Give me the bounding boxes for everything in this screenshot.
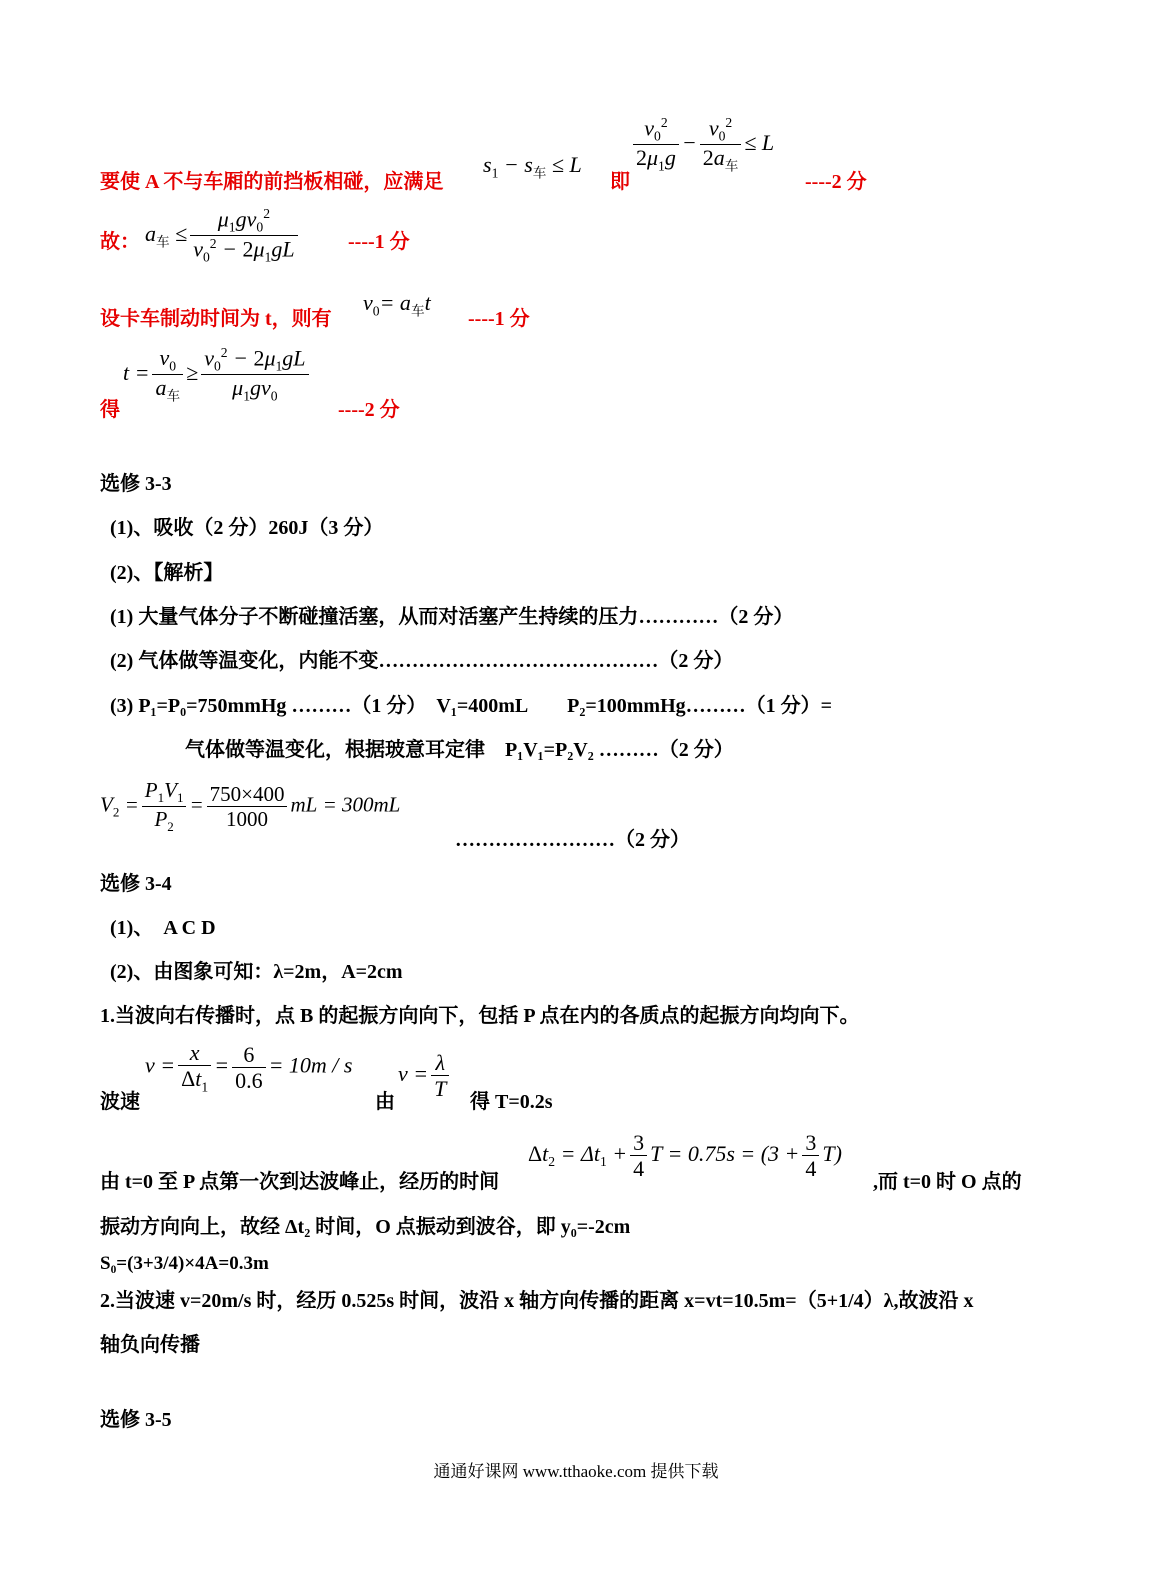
score-4: ----2 分 xyxy=(338,399,400,421)
equation-t: t = $\frac{v_0}{a_车}$ ≥ $\frac{v_0^2 - 2\mu_1gL}{\mu_1gv_0}$ xyxy=(123,345,312,404)
section-3-5-title: 选修 3-5 xyxy=(100,1409,172,1431)
equation-v2: $V_2$ = $\frac{P_1V_1}{P_2}$ = $\frac{750\times 400}{1000}$ mL = 300mL xyxy=(100,778,401,835)
s33-item-2a: (1) 大量气体分子不断碰撞活塞，从而对活塞产生持续的压力…………（2 分） xyxy=(110,606,794,628)
score-3: ----1 分 xyxy=(468,308,530,330)
s33-item-2: (2)、【解析】 xyxy=(110,562,224,584)
wave-speed-label: 波速 xyxy=(100,1091,140,1113)
s33-item-2b: (2) 气体做等温变化，内能不变……………………………………（2 分） xyxy=(110,650,734,672)
s34-t0-text: 由 t=0 至 P 点第一次到达波峰止，经历的时间 xyxy=(100,1171,500,1193)
de-text: 得 xyxy=(100,399,120,421)
equation-lambda: v = $\frac{\lambda}{T}$ xyxy=(398,1050,452,1102)
you-label: 由 xyxy=(375,1091,395,1113)
condition-text: 要使 A 不与车厢的前挡板相碰，应满足 xyxy=(100,171,444,193)
s34-item-1: (1)、 A C D xyxy=(110,917,216,939)
s33-item-1: (1)、吸收（2 分）260J（3 分） xyxy=(110,517,384,539)
s34-t0-text-c: 振动方向向上，故经 Δt₂ 时间，O 点振动到波谷，即 y₀=-2cm xyxy=(100,1216,631,1238)
s34-para-1: 1.当波向右传播时，点 B 的起振方向向下，包括 P 点在内的各质点的起振方向均向下。 xyxy=(100,1005,860,1027)
get-T: 得 T=0.2s xyxy=(470,1091,553,1113)
s33-item-3c: ……………………（2 分） xyxy=(455,829,690,851)
equation-a-car: $a_车$ ≤ $\frac{\mu_1gv_0^2}{v_0^2 - 2\mu_1gL}$ xyxy=(145,206,301,266)
s34-item-2: (2)、由图象可知：λ=2m，A=2cm xyxy=(110,961,403,983)
s34-t0-text-b: ,而 t=0 时 O 点的 xyxy=(873,1171,1022,1193)
equation-s1-s-car: $s_1 - s_车 \le L$ xyxy=(483,152,582,181)
s33-item-3a: (3) P₁=P₀=750mmHg ………（1 分） V₁=400mL P₂=100mmHg………（1 分）= xyxy=(110,695,833,717)
footer: 通通好课网 www.tthaoke.com 提供下载 xyxy=(433,1462,719,1481)
s34-s0: S₀=(3+3/4)×4A=0.3m xyxy=(100,1253,269,1274)
s34-para-2b: 轴负向传播 xyxy=(100,1334,200,1356)
s33-item-3b: 气体做等温变化，根据玻意耳定律 P₁V₁=P₂V₂ ………（2 分） xyxy=(185,739,734,761)
s34-para-2a: 2.当波速 v=20m/s 时，经历 0.525s 时间，波沿 x 轴方向传播的距离 x=vt=10.5m=（5+1/4）λ,故波沿 x xyxy=(100,1290,974,1312)
equation-wave-speed: v = $\frac{x}{\Delta t_1}$ = $\frac{6}{0.6}$ = 10m / s xyxy=(145,1040,353,1095)
equation-distance: $\frac{v_0^2}{2\mu_1g}$ − $\frac{v_0^2}{2a_车}$ ≤ L xyxy=(630,115,774,174)
section-3-4-title: 选修 3-4 xyxy=(100,873,172,895)
brake-time-text: 设卡车制动时间为 t，则有 xyxy=(100,308,332,330)
ji-text: 即 xyxy=(610,171,630,193)
equation-delta-t2: $\Delta t_2 = \Delta t_1$ + $\frac{3}{4}$ T = 0.75s = (3 + $\frac{3}{4}$ T) xyxy=(528,1130,842,1182)
gu-text: 故： xyxy=(100,231,140,253)
section-3-3-title: 选修 3-3 xyxy=(100,473,172,495)
equation-v0: $v_0= a_车t$ xyxy=(363,290,431,319)
score-2: ----1 分 xyxy=(348,231,410,253)
score-1: ----2 分 xyxy=(805,171,867,193)
